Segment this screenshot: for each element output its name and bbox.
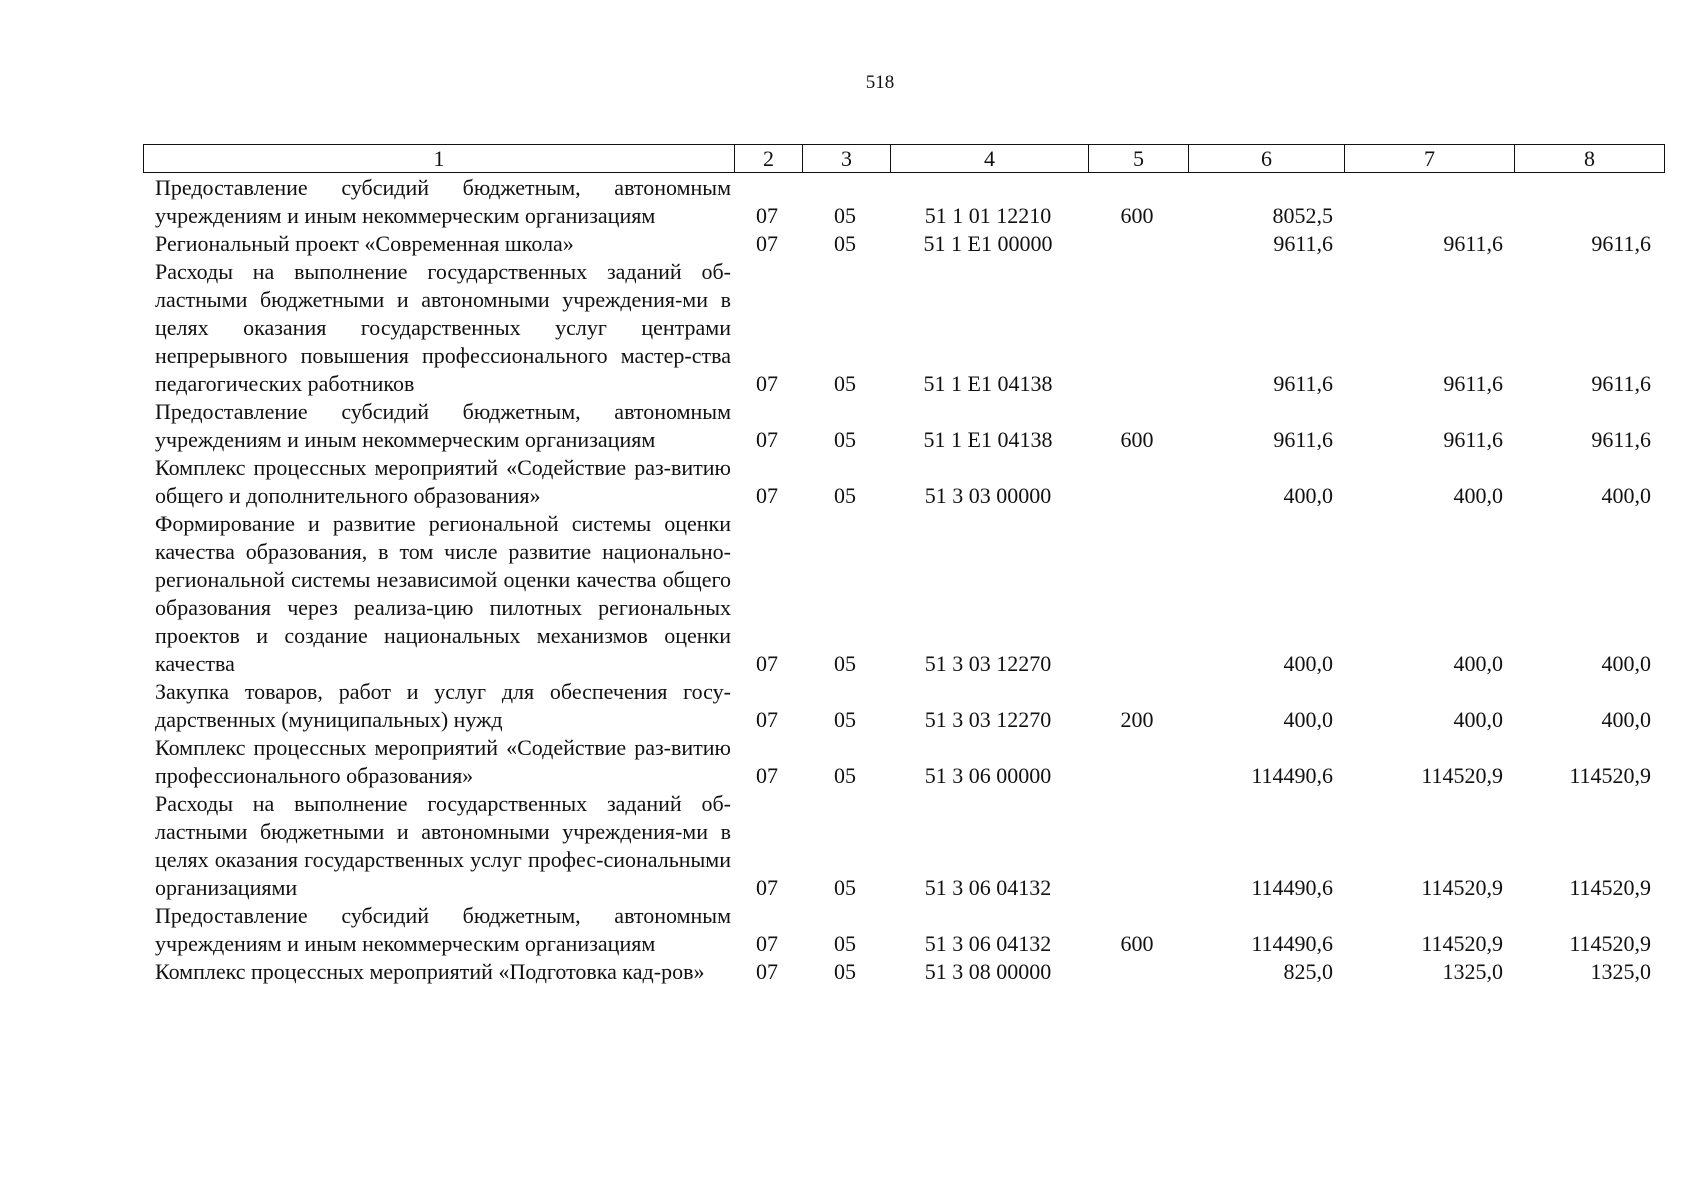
table-row — [143, 454, 1665, 510]
row-subsection: 05 — [834, 427, 856, 452]
row-amount-col8: 114520,9 — [1569, 931, 1651, 956]
row-amount-col7: 114520,9 — [1421, 931, 1503, 956]
table-header — [143, 144, 1665, 173]
row-amount-col6: 114490,6 — [1251, 763, 1333, 788]
row-subsection: 05 — [834, 931, 856, 956]
row-amount-col8: 114520,9 — [1569, 763, 1651, 788]
row-amount-col6: 114490,6 — [1251, 931, 1333, 956]
row-section: 07 — [756, 231, 778, 256]
row-amount-col8: 114520,9 — [1569, 875, 1651, 900]
row-expense-type: 200 — [1120, 707, 1154, 732]
row-target-article: 51 3 03 00000 — [924, 483, 1052, 508]
row-expense-type: 600 — [1120, 931, 1154, 956]
row-amount-col6: 9611,6 — [1273, 371, 1333, 396]
row-subsection: 05 — [834, 203, 856, 228]
row-amount-col7: 9611,6 — [1443, 231, 1503, 256]
row-name: Предоставление субсидий бюджетным, автономным учреждениям и иным некоммерческим организациям — [155, 175, 731, 228]
row-amount-col6: 9611,6 — [1273, 231, 1333, 256]
row-amount-col8: 400,0 — [1601, 707, 1651, 732]
row-name: Расходы на выполнение государственных заданий об-ластными бюджетными и автономными учреждения-ми в целях оказания государственных услуг центрами непрерывного повышения профессионального мастер-ства педагогических работников — [155, 259, 731, 396]
row-name: Региональный проект «Современная школа» — [155, 231, 574, 256]
row-amount-col7: 400,0 — [1453, 707, 1503, 732]
header-col-5: 5 — [1088, 145, 1188, 172]
row-amount-col8: 9611,6 — [1591, 371, 1651, 396]
table-row — [143, 174, 1665, 230]
header-col-6: 6 — [1188, 145, 1344, 172]
header-col-4: 4 — [890, 145, 1088, 172]
row-section: 07 — [756, 959, 778, 984]
row-amount-col8: 1325,0 — [1590, 959, 1651, 984]
table-row — [143, 230, 1665, 258]
row-subsection: 05 — [834, 371, 856, 396]
table-row — [143, 902, 1665, 958]
row-subsection: 05 — [834, 483, 856, 508]
row-target-article: 51 3 06 00000 — [924, 763, 1052, 788]
row-amount-col7: 114520,9 — [1421, 875, 1503, 900]
page-number: 518 — [865, 72, 895, 93]
row-subsection: 05 — [834, 959, 856, 984]
row-target-article: 51 3 03 12270 — [924, 651, 1052, 676]
row-section: 07 — [756, 931, 778, 956]
row-amount-col7: 1325,0 — [1442, 959, 1503, 984]
row-target-article: 51 3 03 12270 — [924, 707, 1052, 732]
header-col-2: 2 — [734, 145, 802, 172]
table-row — [143, 510, 1665, 678]
row-amount-col8: 400,0 — [1601, 651, 1651, 676]
row-section: 07 — [756, 763, 778, 788]
row-amount-col8: 400,0 — [1601, 483, 1651, 508]
header-col-7: 7 — [1344, 145, 1514, 172]
table-body — [143, 174, 1665, 986]
row-name: Предоставление субсидий бюджетным, автономным учреждениям и иным некоммерческим организациям — [155, 399, 731, 452]
row-target-article: 51 3 06 04132 — [924, 931, 1052, 956]
row-name: Закупка товаров, работ и услуг для обеспечения госу-дарственных (муниципальных) нужд — [155, 679, 731, 732]
row-amount-col7: 400,0 — [1453, 651, 1503, 676]
header-col-8: 8 — [1514, 145, 1664, 172]
row-section: 07 — [756, 651, 778, 676]
row-section: 07 — [756, 483, 778, 508]
row-target-article: 51 1 E1 00000 — [923, 231, 1053, 256]
row-amount-col6: 8052,5 — [1272, 203, 1333, 228]
row-expense-type: 600 — [1120, 427, 1154, 452]
row-subsection: 05 — [834, 875, 856, 900]
row-amount-col7: 9611,6 — [1443, 427, 1503, 452]
row-name: Комплекс процессных мероприятий «Содействие раз-витию профессионального образования» — [155, 735, 731, 788]
row-target-article: 51 1 E1 04138 — [923, 427, 1053, 452]
row-section: 07 — [756, 707, 778, 732]
row-amount-col8: 9611,6 — [1591, 231, 1651, 256]
row-section: 07 — [756, 875, 778, 900]
row-subsection: 05 — [834, 651, 856, 676]
row-subsection: 05 — [834, 763, 856, 788]
row-section: 07 — [756, 427, 778, 452]
row-amount-col7: 400,0 — [1453, 483, 1503, 508]
row-amount-col6: 400,0 — [1283, 651, 1333, 676]
row-target-article: 51 1 01 12210 — [924, 203, 1052, 228]
row-target-article: 51 3 06 04132 — [924, 875, 1052, 900]
row-subsection: 05 — [834, 707, 856, 732]
row-amount-col8: 9611,6 — [1591, 427, 1651, 452]
table-row — [143, 958, 1665, 986]
row-name: Формирование и развитие региональной системы оценки качества образования, в том числе развитие национально-региональной системы независимой оценки качества общего образования через реализа-цию пилотных региональных проектов и создание национальных механизмов оценки качества — [155, 511, 731, 676]
row-name: Комплекс процессных мероприятий «Подготовка кад-ров» — [155, 959, 705, 984]
row-amount-col6: 400,0 — [1283, 707, 1333, 732]
row-target-article: 51 3 08 00000 — [924, 959, 1052, 984]
table-row — [143, 398, 1665, 454]
row-subsection: 05 — [834, 231, 856, 256]
table-row — [143, 258, 1665, 398]
row-amount-col6: 114490,6 — [1251, 875, 1333, 900]
table-row — [143, 678, 1665, 734]
row-amount-col7: 114520,9 — [1421, 763, 1503, 788]
table-row — [143, 790, 1665, 902]
header-col-3: 3 — [802, 145, 890, 172]
row-amount-col7: 9611,6 — [1443, 371, 1503, 396]
row-amount-col6: 825,0 — [1283, 959, 1333, 984]
row-name: Предоставление субсидий бюджетным, автономным учреждениям и иным некоммерческим организациям — [155, 903, 731, 956]
table-row — [143, 734, 1665, 790]
row-section: 07 — [756, 371, 778, 396]
row-name: Комплекс процессных мероприятий «Содействие раз-витию общего и дополнительного образования» — [155, 455, 731, 508]
row-section: 07 — [756, 203, 778, 228]
row-name: Расходы на выполнение государственных заданий об-ластными бюджетными и автономными учреждения-ми в целях оказания государственных услуг профес-сиональными организациями — [155, 791, 731, 900]
row-target-article: 51 1 E1 04138 — [923, 371, 1053, 396]
header-col-1: 1 — [433, 145, 445, 171]
row-amount-col6: 400,0 — [1283, 483, 1333, 508]
row-amount-col6: 9611,6 — [1273, 427, 1333, 452]
row-expense-type: 600 — [1120, 203, 1154, 228]
